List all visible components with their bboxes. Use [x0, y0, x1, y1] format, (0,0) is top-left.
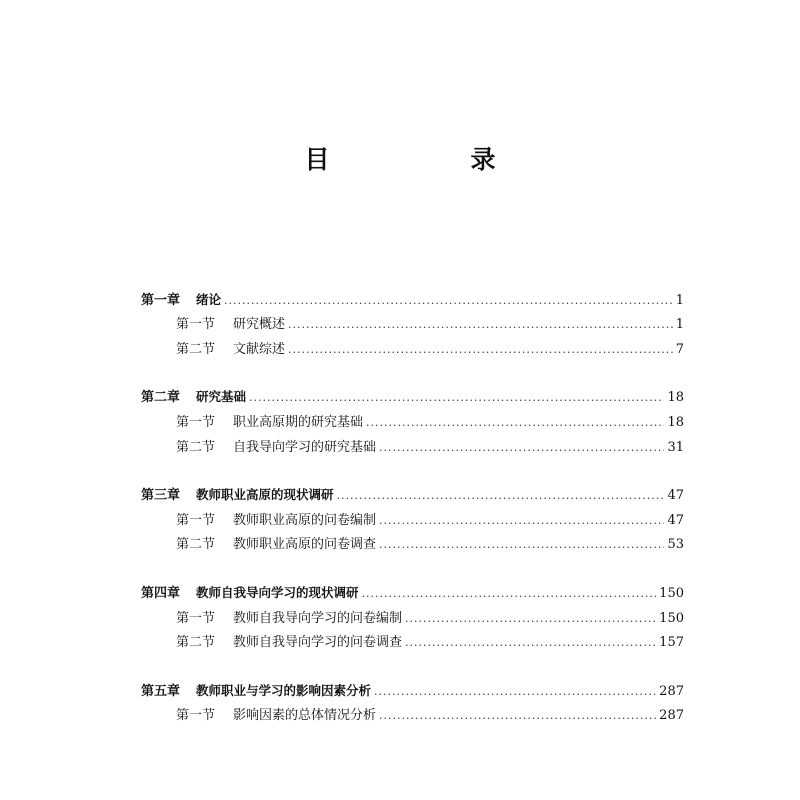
- section-title: 教师职业高原的问卷调查: [233, 537, 377, 553]
- toc-chapter-1[interactable]: [141, 283, 684, 308]
- toc-section-4-2[interactable]: [141, 626, 684, 651]
- page-number: 1: [675, 292, 684, 308]
- toc-chapter-4[interactable]: [141, 576, 684, 601]
- page-number: 1: [675, 317, 684, 333]
- chapter-title: 研究基础: [196, 389, 247, 405]
- chapter-title: 教师自我导向学习的现状调研: [196, 584, 359, 600]
- chapter-title: 绪论: [196, 291, 222, 307]
- toc-chapter-5[interactable]: [141, 674, 684, 699]
- dot-leader: [379, 513, 664, 528]
- dot-leader: [379, 708, 656, 723]
- section-label: 第二节: [176, 537, 216, 553]
- section-label: 第一节: [176, 317, 216, 333]
- page-title: 目 录: [304, 145, 554, 174]
- toc-section-3-2[interactable]: [141, 528, 684, 553]
- section-label: 第一节: [176, 708, 216, 724]
- chapter-spacer: [141, 552, 684, 576]
- section-title: 教师自我导向学习的问卷编制: [233, 610, 403, 626]
- dot-leader: [405, 635, 656, 650]
- section-title: 教师自我导向学习的问卷调查: [233, 635, 403, 651]
- chapter-title: 教师职业高原的现状调研: [196, 487, 334, 503]
- chapter-label: 第一章: [141, 292, 181, 308]
- section-title: 教师职业高原的问卷编制: [233, 512, 377, 528]
- dot-leader: [366, 415, 664, 430]
- dot-leader: [379, 440, 664, 455]
- page-number: 47: [667, 488, 684, 504]
- chapter-label: 第三章: [141, 488, 181, 504]
- dot-leader: [379, 537, 664, 552]
- chapter-title: 教师职业与学习的影响因素分析: [196, 682, 372, 698]
- page-number: 7: [675, 341, 684, 357]
- page-number: 18: [667, 414, 684, 430]
- table-of-contents: [141, 283, 684, 723]
- page-number: 287: [659, 708, 684, 724]
- toc-chapter-2[interactable]: [141, 381, 684, 406]
- toc-section-2-1[interactable]: [141, 405, 684, 430]
- section-title: 研究概述: [233, 317, 286, 333]
- dot-leader: [337, 488, 665, 503]
- dot-leader: [362, 586, 657, 601]
- section-title: 文献综述: [233, 341, 286, 357]
- section-label: 第一节: [176, 610, 216, 626]
- dot-leader: [288, 342, 673, 357]
- chapter-label: 第四章: [141, 585, 181, 601]
- toc-section-1-2[interactable]: [141, 332, 684, 357]
- toc-chapter-3[interactable]: [141, 479, 684, 504]
- page-number: 18: [667, 390, 684, 406]
- page-number: 53: [667, 537, 684, 553]
- page-number: 47: [667, 512, 684, 528]
- toc-section-5-1[interactable]: [141, 699, 684, 724]
- section-title: 自我导向学习的研究基础: [233, 439, 377, 455]
- section-title: 职业高原期的研究基础: [233, 414, 364, 430]
- dot-leader: [374, 684, 656, 699]
- dot-leader: [288, 317, 673, 332]
- dot-leader: [249, 390, 664, 405]
- section-label: 第二节: [176, 341, 216, 357]
- toc-section-1-1[interactable]: [141, 308, 684, 333]
- dot-leader: [405, 611, 656, 626]
- chapter-label: 第二章: [141, 390, 181, 406]
- chapter-label: 第五章: [141, 683, 181, 699]
- dot-leader: [224, 293, 673, 308]
- chapter-spacer: [141, 357, 684, 381]
- page-number: 150: [659, 610, 684, 626]
- page-number: 150: [659, 585, 684, 601]
- section-label: 第一节: [176, 414, 216, 430]
- toc-section-2-2[interactable]: [141, 430, 684, 455]
- section-label: 第一节: [176, 512, 216, 528]
- section-title: 影响因素的总体情况分析: [233, 708, 377, 724]
- section-label: 第二节: [176, 439, 216, 455]
- toc-section-3-1[interactable]: [141, 503, 684, 528]
- page-number: 31: [667, 439, 684, 455]
- chapter-spacer: [141, 455, 684, 479]
- page-number: 157: [659, 635, 684, 651]
- toc-section-4-1[interactable]: [141, 601, 684, 626]
- chapter-spacer: [141, 650, 684, 674]
- page-number: 287: [659, 683, 684, 699]
- section-label: 第二节: [176, 635, 216, 651]
